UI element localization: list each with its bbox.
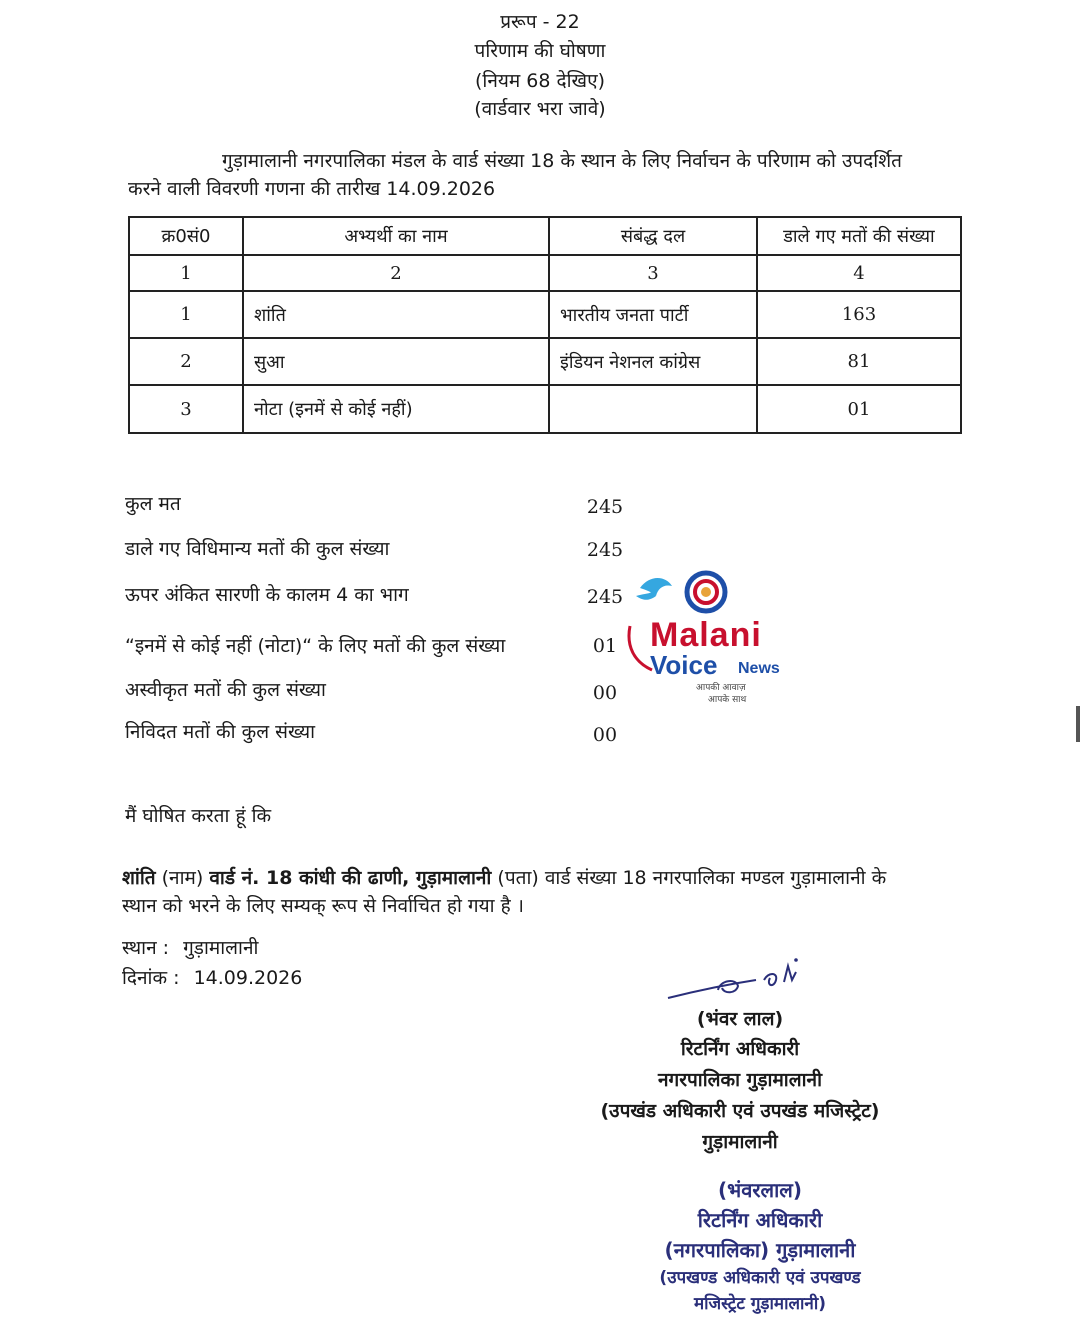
table-row	[129, 385, 961, 433]
header-votes: डाले गए मतों की संख्या	[757, 217, 961, 255]
party-cell: इंडियन नेशनल कांग्रेस	[549, 338, 757, 385]
form-number: प्ररूप - 22	[500, 11, 580, 33]
candidate-name-cell: नोटा (इनमें से कोई नहीं)	[243, 385, 549, 433]
party-cell	[549, 385, 757, 433]
winner-address: वार्ड नं. 18 कांधी की ढाणी, गुड़ामालानी	[209, 867, 492, 889]
intro-line-1: गुड़ामालानी नगरपालिका मंडल के वार्ड संख्या 18 के स्थान के लिए निर्वाचन के परिणाम को उपदर्शित	[222, 150, 902, 172]
signatory-name: (भंवर लाल)	[696, 1008, 784, 1030]
summary-value-total: 245	[586, 496, 624, 518]
date-label: दिनांक :	[122, 967, 180, 989]
sno-cell: 2	[129, 338, 243, 385]
summary-label-nota: “इनमें से कोई नहीं (नोटा)“ के लिए मतों की कुल संख्या	[125, 635, 506, 657]
table-row	[129, 291, 961, 338]
sno-cell: 3	[129, 385, 243, 433]
place-label: स्थान :	[122, 937, 170, 959]
date-line	[122, 962, 302, 994]
sno-cell: 1	[129, 291, 243, 338]
summary-label-total: कुल मत	[125, 493, 181, 515]
summary-value-valid: 245	[586, 539, 624, 561]
name-tag: (नाम)	[161, 867, 204, 889]
summary-label-column4: ऊपर अंकित सारणी के कालम 4 का भाग	[125, 584, 409, 606]
votes-cell: 163	[757, 291, 961, 338]
table-index-row	[129, 255, 961, 291]
index-cell: 4	[757, 255, 961, 291]
signature-scribble-icon	[660, 950, 820, 1010]
summary-value-tendered: 00	[592, 724, 618, 746]
table-header-row	[129, 217, 961, 255]
summary-label-valid: डाले गए विधिमान्य मतों की कुल संख्या	[125, 538, 390, 560]
header-sno: क्र0सं0	[129, 217, 243, 255]
scan-edge-mark	[1076, 706, 1080, 742]
stamp-line-2: रिटर्निंग अधिकारी	[697, 1208, 823, 1232]
signatory-office: (उपखंड अधिकारी एवं उपखंड मजिस्ट्रेट)	[600, 1100, 880, 1122]
malani-voice-news-watermark	[622, 566, 792, 706]
candidate-name-cell: सुआ	[243, 338, 549, 385]
index-cell: 3	[549, 255, 757, 291]
intro-line-2: करने वाली विवरणी गणना की तारीख 14.09.2026	[128, 178, 496, 200]
official-stamp	[610, 1175, 910, 1317]
fill-note: (वार्डवार भरा जावे)	[474, 98, 606, 120]
votes-cell: 81	[757, 338, 961, 385]
summary-label-rejected: अस्वीकृत मतों की कुल संख्या	[125, 679, 326, 701]
document-title: परिणाम की घोषणा	[474, 40, 606, 62]
winner-name: शांति	[122, 867, 156, 889]
stamp-line-3: (नगरपालिका) गुड़ामालानी	[664, 1238, 856, 1262]
handwritten-signature	[660, 950, 820, 1010]
header-candidate: अभ्यर्थी का नाम	[243, 217, 549, 255]
stamp-line-5: मजिस्ट्रेट गुड़ामालानी)	[693, 1294, 827, 1314]
summary-value-rejected: 00	[592, 682, 618, 704]
watermark-brand-news: News	[738, 660, 780, 677]
watermark-brand-malani: Malani	[650, 616, 762, 654]
index-cell: 2	[243, 255, 549, 291]
date-value: 14.09.2026	[193, 967, 303, 989]
header-party: संबंद्ध दल	[549, 217, 757, 255]
stamp-line-4: (उपखण्ड अधिकारी एवं उपखण्ड	[659, 1268, 861, 1288]
signatory-place: गुड़ामालानी	[702, 1131, 778, 1153]
place-line	[122, 932, 258, 964]
summary-value-column4: 245	[586, 586, 624, 608]
summary-value-nota: 01	[592, 635, 618, 657]
watermark-tagline-2: आपके साथ	[708, 695, 747, 705]
declaration-intro: मैं घोषित करता हूं कि	[125, 805, 272, 827]
declaration-line-2: स्थान को भरने के लिए सम्यक् रूप से निर्वाचित हो गया है ।	[122, 895, 524, 917]
place-value: गुड़ामालानी	[183, 937, 259, 959]
address-tag: (पता)	[497, 867, 539, 889]
watermark-tagline-1: आपकी आवाज़	[696, 683, 746, 693]
table-row	[129, 338, 961, 385]
rule-reference: (नियम 68 देखिए)	[475, 70, 605, 92]
summary-label-tendered: निविदत मतों की कुल संख्या	[125, 721, 316, 743]
declaration-line-1-rest: वार्ड संख्या 18 नगरपालिका मण्डल गुड़ामालानी के	[544, 867, 887, 889]
results-table	[128, 216, 962, 434]
votes-cell: 01	[757, 385, 961, 433]
signatory-body: नगरपालिका गुड़ामालानी	[658, 1069, 822, 1091]
candidate-name-cell: शांति	[243, 291, 549, 338]
index-cell: 1	[129, 255, 243, 291]
watermark-brand-voice: Voice	[650, 650, 718, 680]
stamp-line-1: (भंवरलाल)	[718, 1178, 802, 1202]
party-cell: भारतीय जनता पार्टी	[549, 291, 757, 338]
signatory-designation: रिटर्निंग अधिकारी	[680, 1038, 800, 1060]
